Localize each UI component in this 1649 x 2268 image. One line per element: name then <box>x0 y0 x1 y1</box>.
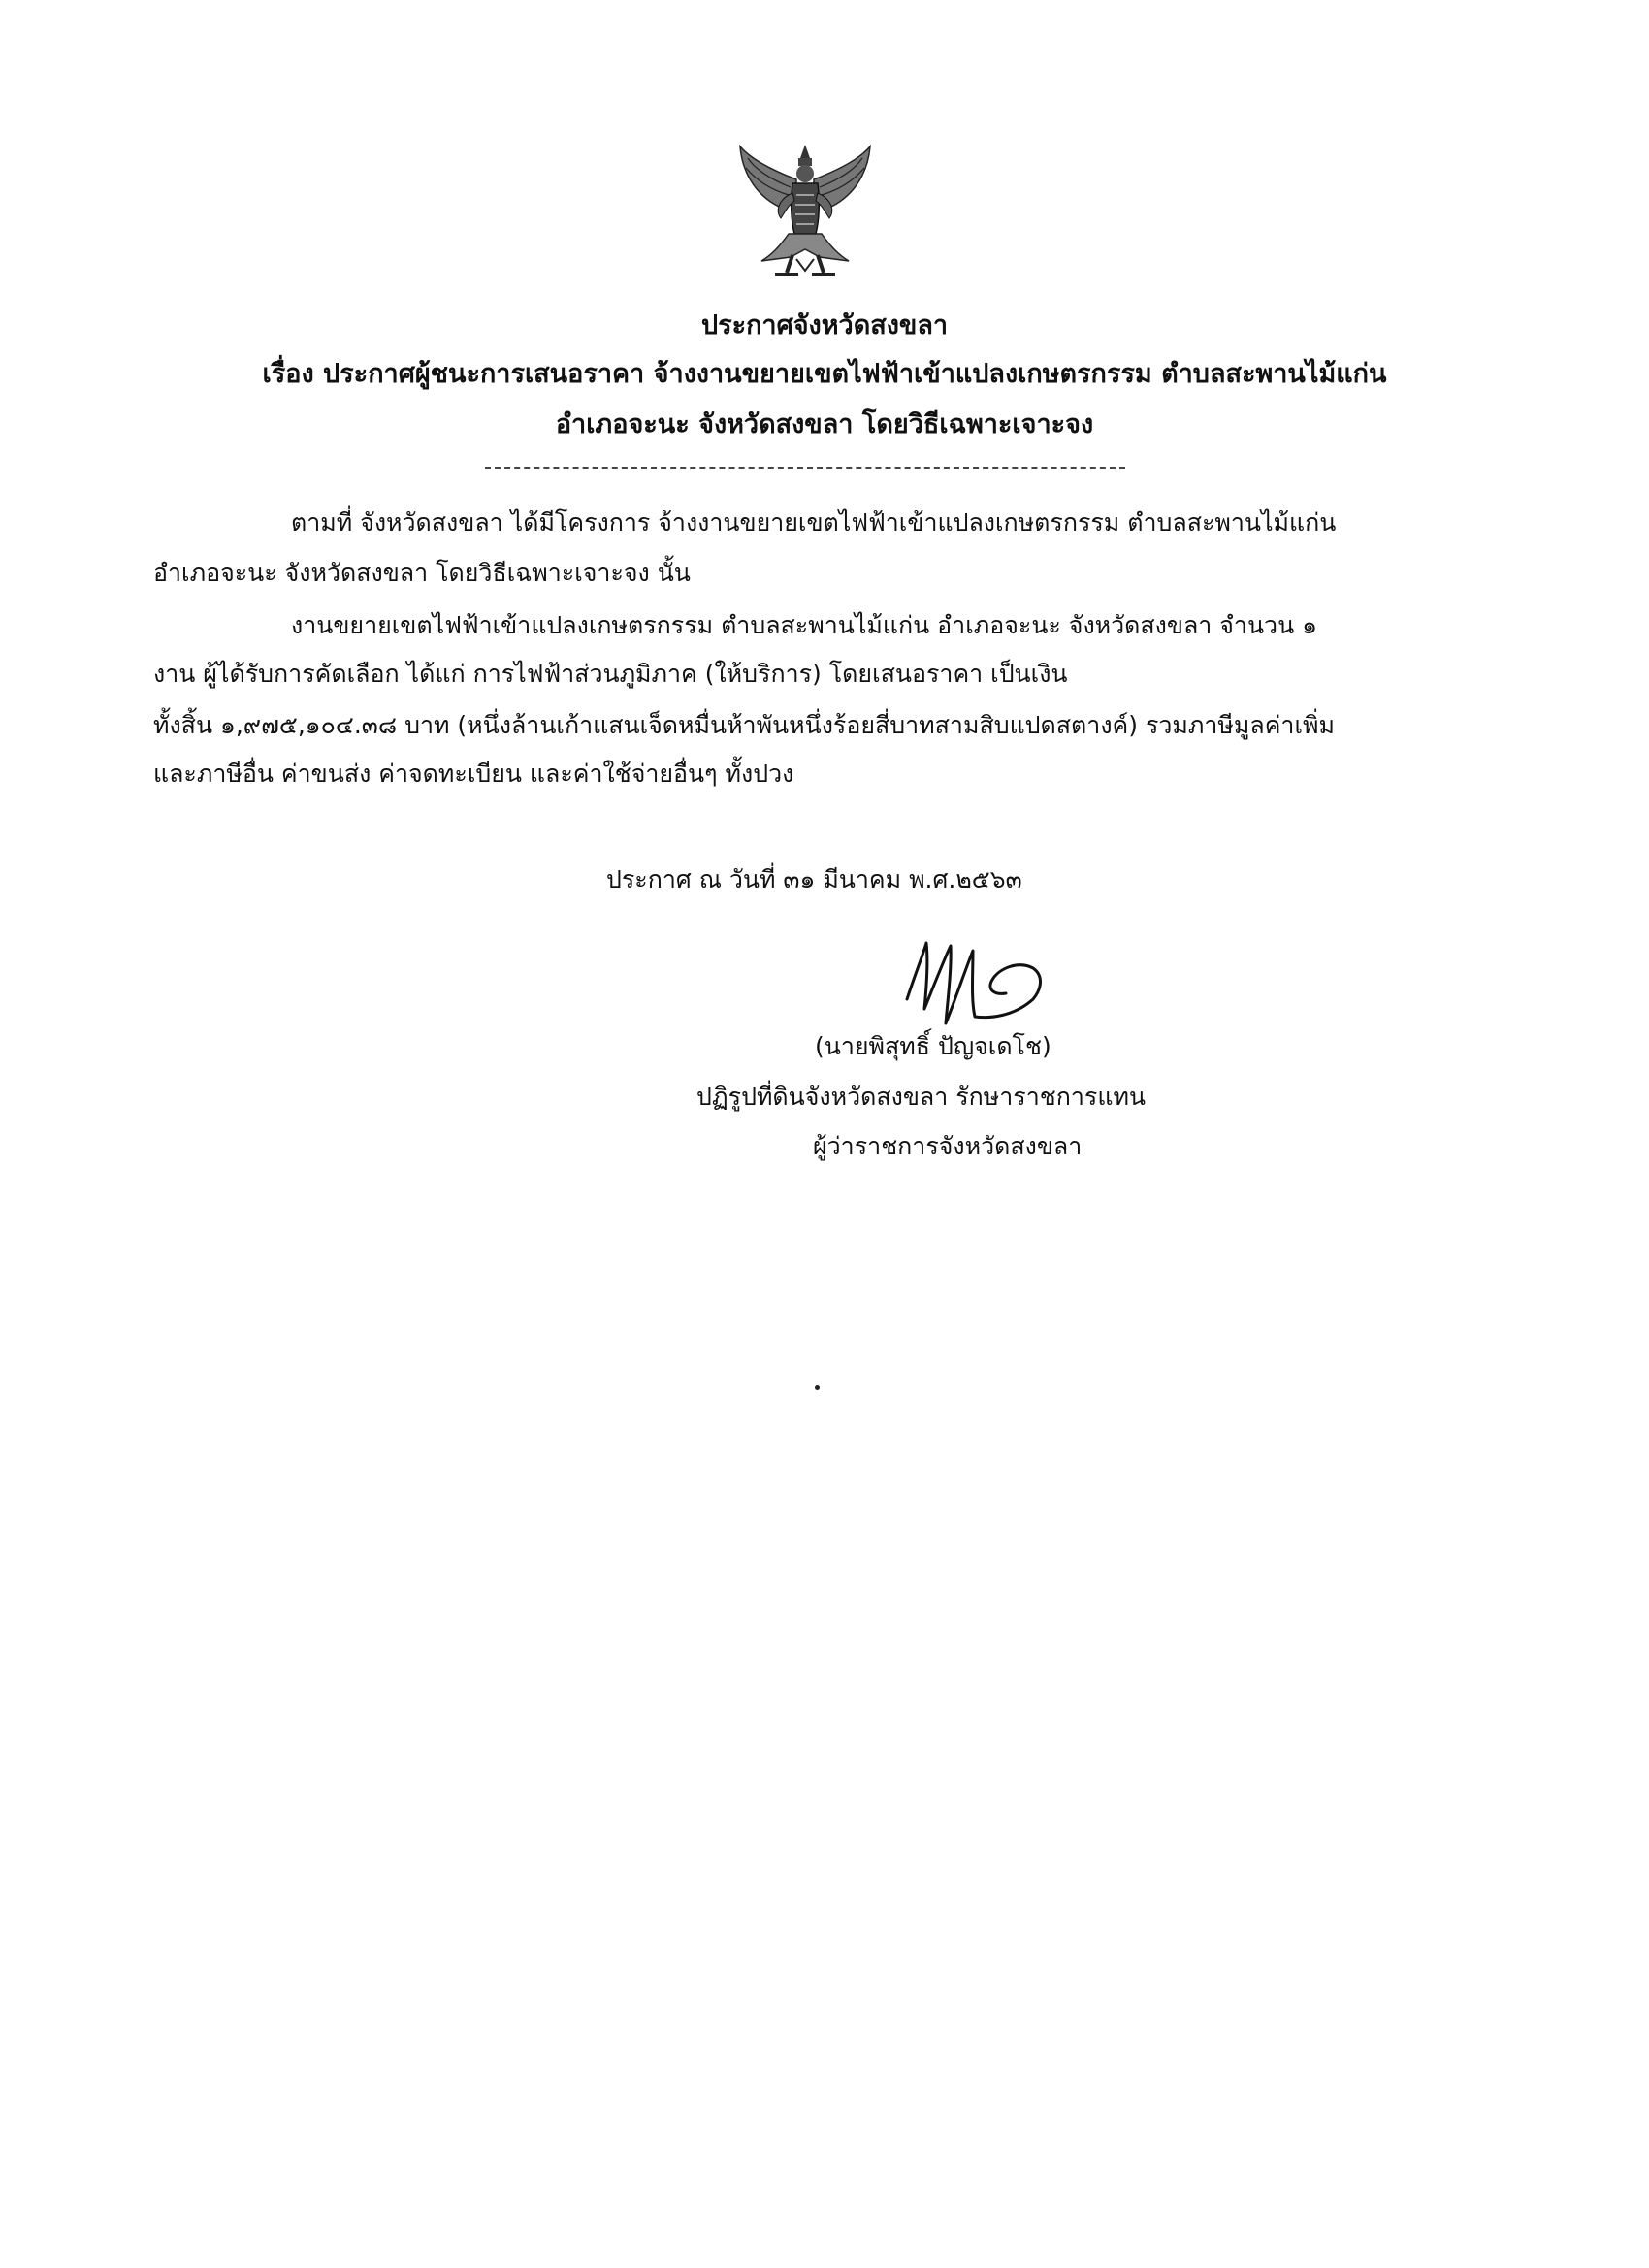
paragraph-1-line-2: อำเภอจะนะ จังหวัดสงขลา โดยวิธีเฉพาะเจาะจง นั้น <box>153 559 691 587</box>
announce-date: ประกาศ ณ วันที่ ๓๑ มีนาคม พ.ศ.๒๕๖๓ <box>606 865 1022 893</box>
garuda-emblem-icon <box>732 141 878 286</box>
signer-name: (นายพิสุทธิ์ ปัญจเดโช) <box>815 1032 1051 1060</box>
paragraph-1-line-1: ตามที่ จังหวัดสงขลา ได้มีโครงการ จ้างงานขยายเขตไฟฟ้าเข้าแปลงเกษตรกรรม ตำบลสะพานไม้แก่น <box>291 508 1337 536</box>
scan-speck <box>815 1385 820 1390</box>
subject-line-2: อำเภอจะนะ จังหวัดสงขลา โดยวิธีเฉพาะเจาะจง <box>555 409 1094 439</box>
signer-position-line-2: ผู้ว่าราชการจังหวัดสงขลา <box>813 1132 1083 1160</box>
subject-line-1: เรื่อง ประกาศผู้ชนะการเสนอราคา จ้างงานขยายเขตไฟฟ้าเข้าแปลงเกษตรกรรม ตำบลสะพานไม้แก่น <box>262 359 1387 389</box>
document-title: ประกาศจังหวัดสงขลา <box>700 310 949 340</box>
signer-position-line-1: ปฏิรูปที่ดินจังหวัดสงขลา รักษาราชการแทน <box>696 1083 1147 1111</box>
handwritten-signature-icon <box>897 931 1052 1038</box>
dashed-divider <box>485 467 1125 469</box>
paragraph-2-line-1: งานขยายเขตไฟฟ้าเข้าแปลงเกษตรกรรม ตำบลสะพานไม้แก่น อำเภอจะนะ จังหวัดสงขลา จำนวน ๑ <box>291 611 1317 639</box>
paragraph-2-line-2: งาน ผู้ได้รับการคัดเลือก ได้แก่ การไฟฟ้าส่วนภูมิภาค (ให้บริการ) โดยเสนอราคา เป็นเงิน <box>153 660 1068 688</box>
paragraph-2-line-3: ทั้งสิ้น ๑,๙๗๕,๑๐๔.๓๘ บาท (หนึ่งล้านเก้าแสนเจ็ดหมื่นห้าพันหนึ่งร้อยสี่บาทสามสิบแปดสตางค์) รวมภาษีมูลค่าเพิ่ม <box>153 711 1335 739</box>
paragraph-2-line-4: และภาษีอื่น ค่าขนส่ง ค่าจดทะเบียน และค่าใช้จ่ายอื่นๆ ทั้งปวง <box>153 760 794 788</box>
